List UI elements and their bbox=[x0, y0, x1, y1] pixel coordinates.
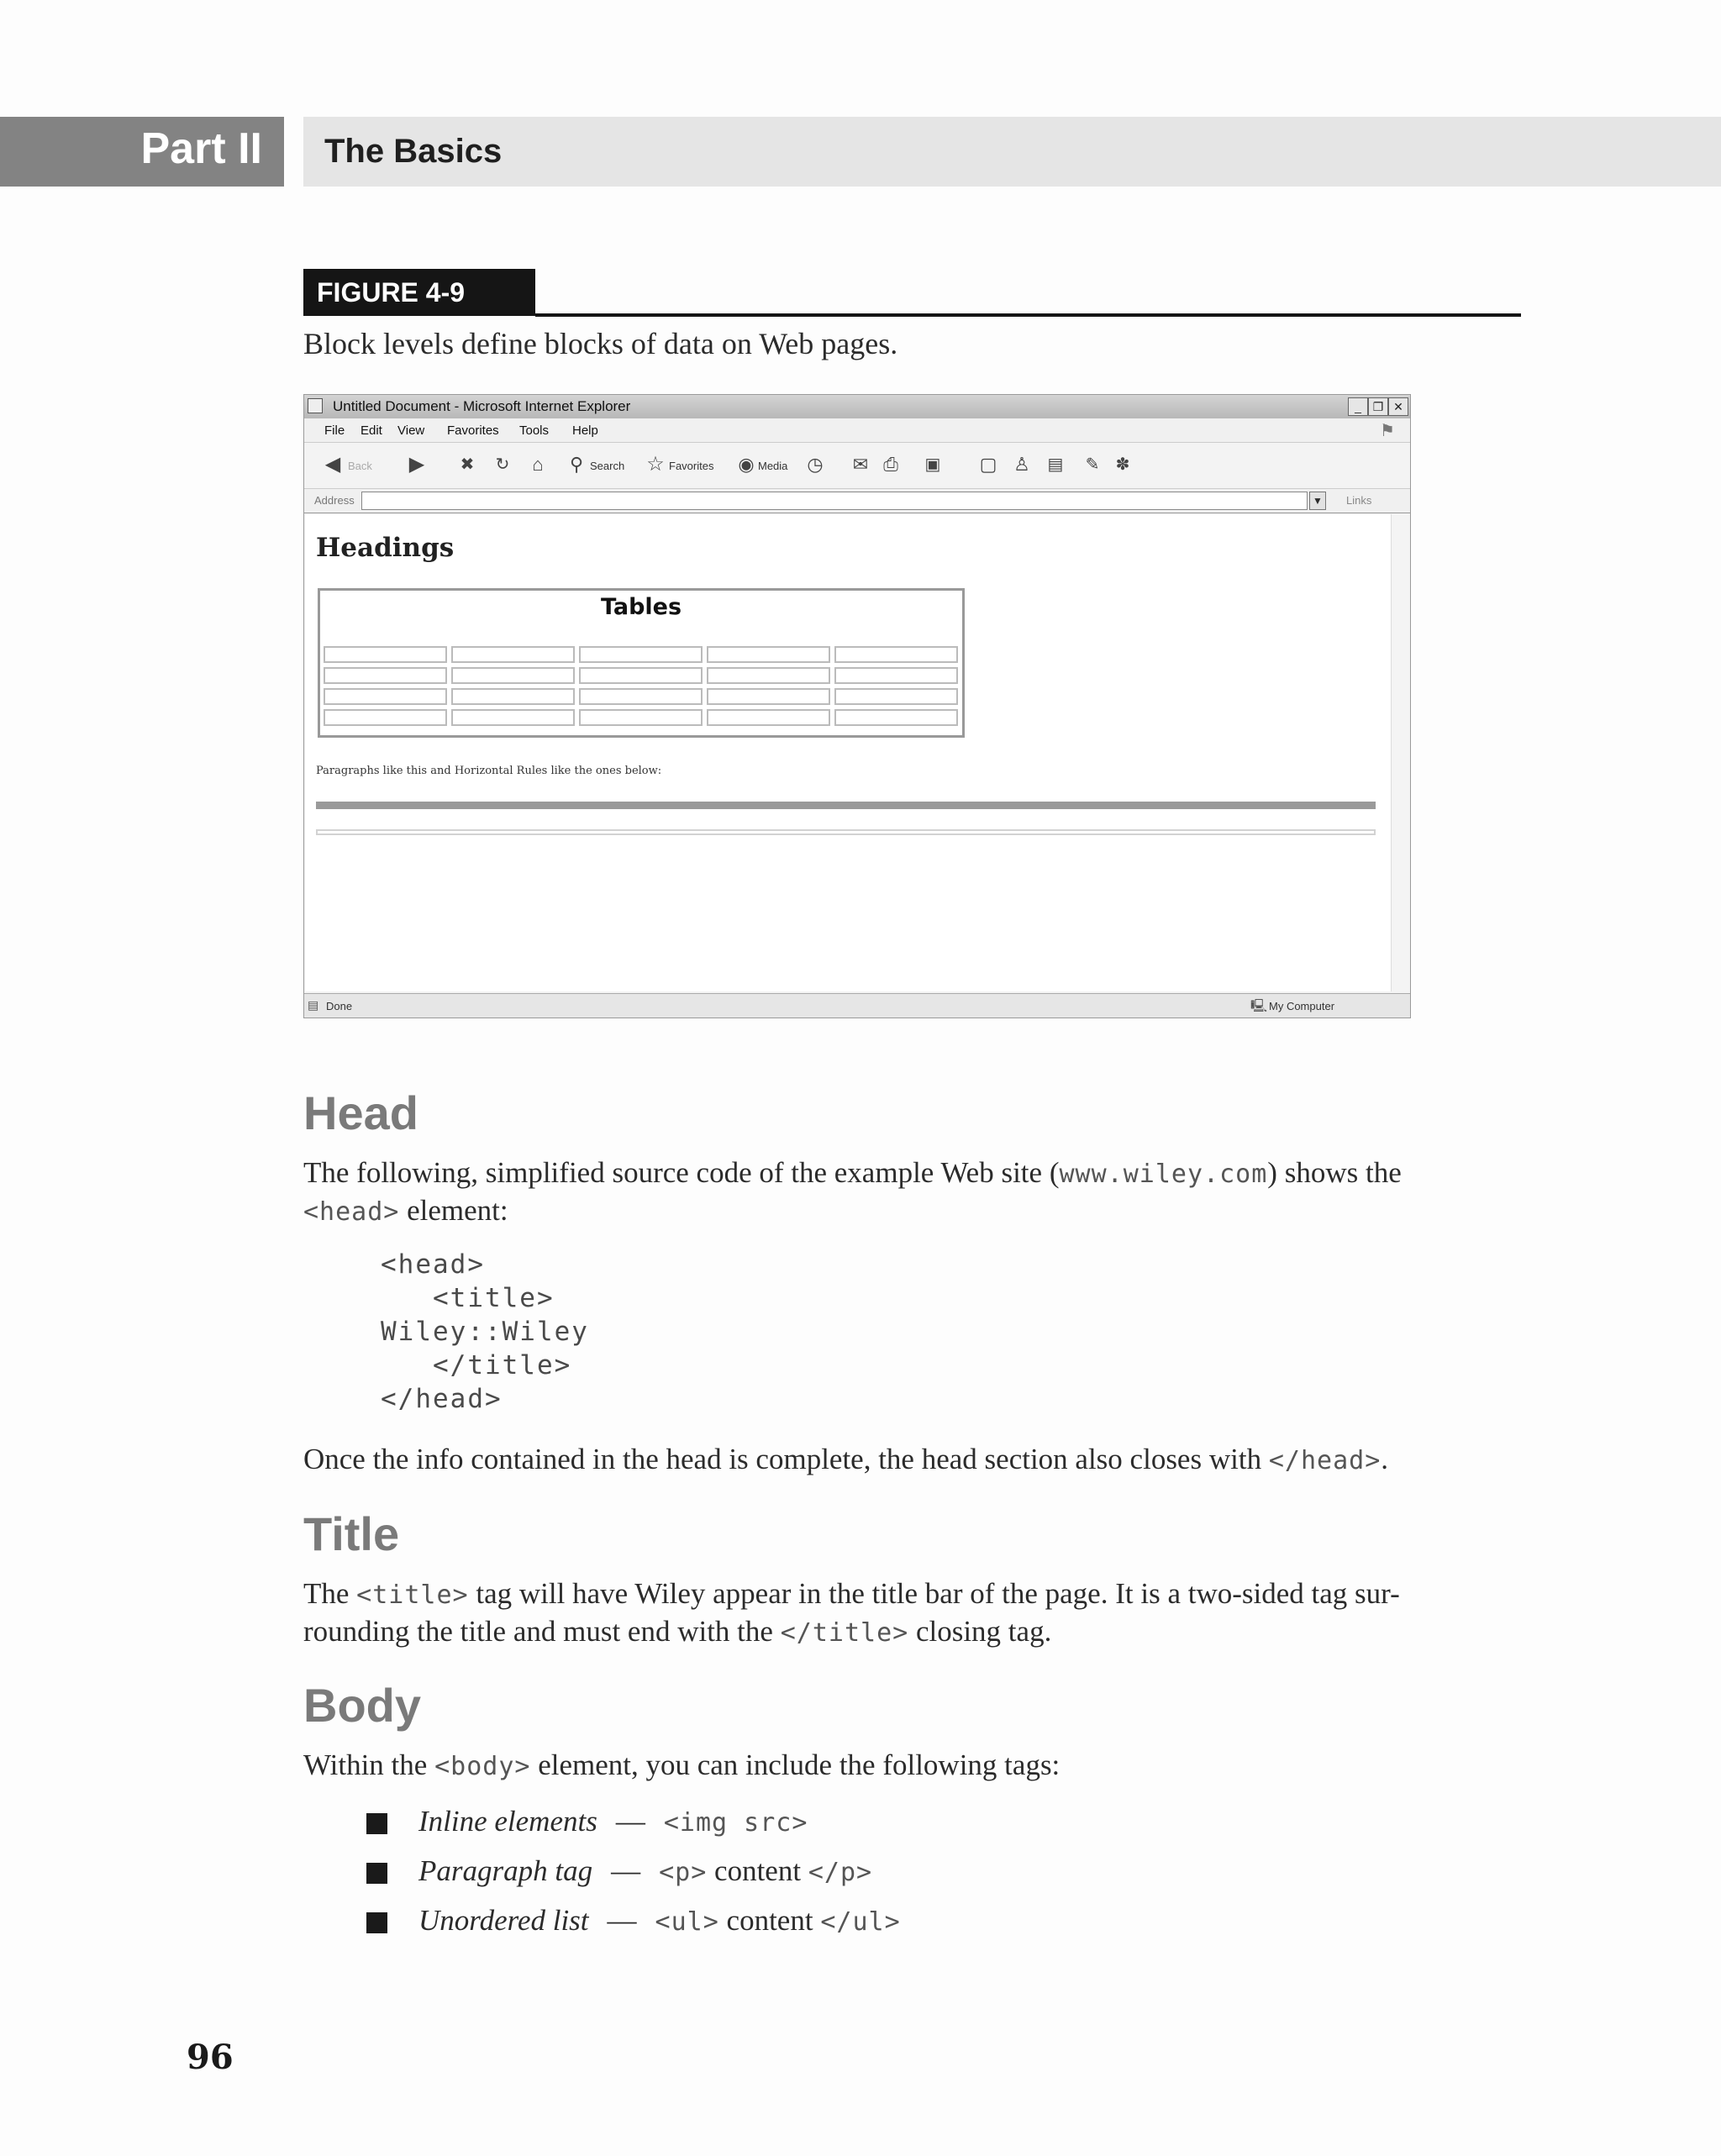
chapter-title: The Basics bbox=[324, 133, 503, 170]
menu-bar bbox=[304, 418, 1410, 443]
search-label[interactable]: Search bbox=[590, 460, 625, 472]
refresh-icon[interactable]: ↻ bbox=[495, 455, 510, 474]
inline-code: </p> bbox=[808, 1858, 873, 1887]
table-cell bbox=[324, 646, 447, 663]
messenger-icon[interactable]: ♙ bbox=[1013, 454, 1030, 475]
menu-file[interactable]: File bbox=[324, 423, 345, 438]
head-intro-text: element: bbox=[399, 1194, 508, 1227]
menu-edit[interactable]: Edit bbox=[361, 423, 382, 438]
maximize-icon[interactable]: ❐ bbox=[1368, 397, 1388, 416]
media-icon[interactable]: ◉ bbox=[738, 454, 755, 475]
table-cell bbox=[451, 646, 575, 663]
table-cell bbox=[451, 688, 575, 705]
browser-window bbox=[303, 394, 1411, 1018]
demo-table bbox=[318, 588, 965, 738]
menu-favorites[interactable]: Favorites bbox=[447, 423, 499, 438]
bullet-dash: — bbox=[615, 1805, 645, 1838]
part-tab bbox=[0, 117, 284, 187]
table-cell bbox=[834, 688, 958, 705]
menu-help[interactable]: Help bbox=[572, 423, 598, 438]
bullet-marker bbox=[366, 1863, 387, 1884]
code-line: <head> bbox=[381, 1249, 485, 1280]
bullet-marker bbox=[366, 1813, 387, 1834]
table-cell bbox=[579, 688, 703, 705]
vertical-scrollbar[interactable] bbox=[1391, 514, 1409, 991]
title-text: closing tag. bbox=[908, 1615, 1052, 1648]
computer-icon: 🖳 bbox=[1250, 999, 1268, 1013]
section-heading-title: Title bbox=[303, 1507, 400, 1560]
inline-code: <p> bbox=[659, 1858, 708, 1887]
bullet-mid: content bbox=[718, 1904, 821, 1937]
address-bar bbox=[304, 489, 1410, 513]
horizontal-rule bbox=[316, 802, 1376, 809]
table-cell bbox=[707, 646, 830, 663]
table-cell bbox=[324, 667, 447, 684]
discuss-icon[interactable]: ▢ bbox=[979, 454, 997, 475]
figure-label: FIGURE 4-9 bbox=[303, 269, 535, 316]
code-line: </head> bbox=[381, 1384, 503, 1414]
page-status-icon: ▤ bbox=[308, 998, 319, 1012]
address-label: Address bbox=[314, 494, 355, 507]
code-line: <title> bbox=[381, 1283, 555, 1313]
page-viewport bbox=[305, 514, 1391, 991]
body-intro-text: element, you can include the following tags: bbox=[530, 1748, 1060, 1781]
mail-icon[interactable]: ✉ bbox=[852, 454, 869, 475]
title-bar bbox=[304, 395, 1410, 418]
title-text: tag will have Wiley appear in the title bar of the page. It is a two-sided tag sur- bbox=[468, 1577, 1400, 1610]
table-cell bbox=[707, 688, 830, 705]
head-intro bbox=[303, 1154, 1522, 1230]
inline-code: <title> bbox=[356, 1580, 469, 1610]
table-cell bbox=[707, 667, 830, 684]
inline-code: <img src> bbox=[663, 1808, 808, 1838]
table-cell bbox=[579, 667, 703, 684]
menu-view[interactable]: View bbox=[397, 423, 425, 438]
title-text: The bbox=[303, 1577, 357, 1610]
table-caption: Tables bbox=[600, 594, 682, 620]
part-label: Part II bbox=[140, 124, 262, 173]
code-line: </title> bbox=[381, 1350, 572, 1380]
status-text: Done bbox=[326, 1000, 353, 1012]
table-cell bbox=[451, 709, 575, 726]
research-icon[interactable]: ▤ bbox=[1047, 455, 1064, 474]
head-intro-text: The following, simplified source code of the example Web site ( bbox=[303, 1156, 1060, 1189]
links-label[interactable]: Links bbox=[1346, 494, 1372, 507]
bullet-mid: content bbox=[707, 1854, 808, 1887]
chevron-down-icon[interactable]: ▼ bbox=[1309, 492, 1326, 510]
table-cell bbox=[707, 709, 830, 726]
table-cell bbox=[451, 667, 575, 684]
title-text: rounding the title and must end with the bbox=[303, 1615, 781, 1648]
bullet-marker bbox=[366, 1912, 387, 1933]
figure-rule bbox=[535, 313, 1521, 317]
search-icon[interactable]: ⚲ bbox=[569, 454, 584, 475]
head-outro-text: . bbox=[1381, 1443, 1389, 1475]
table-cell bbox=[579, 709, 703, 726]
table-cell bbox=[834, 709, 958, 726]
address-input[interactable] bbox=[361, 492, 1308, 510]
bullet-term: Paragraph tag bbox=[418, 1854, 593, 1887]
table-cell bbox=[324, 709, 447, 726]
windows-flag-icon: ⚑ bbox=[1380, 422, 1395, 440]
history-icon[interactable]: ◷ bbox=[807, 454, 824, 475]
section-heading-head: Head bbox=[303, 1086, 418, 1139]
page-paragraph: Paragraphs like this and Horizontal Rules like the ones below: bbox=[316, 765, 662, 777]
inline-code: <body> bbox=[434, 1752, 531, 1781]
title-paragraph bbox=[303, 1575, 1522, 1651]
tool-icon[interactable]: ✎ bbox=[1085, 455, 1100, 474]
bullet-item bbox=[418, 1904, 901, 1938]
back-label[interactable]: Back bbox=[348, 460, 372, 472]
bullet-dash: — bbox=[607, 1904, 637, 1937]
site-url: www.wiley.com bbox=[1059, 1160, 1268, 1189]
back-arrow-icon[interactable]: ◀ bbox=[324, 453, 341, 476]
edit-word-icon[interactable]: ▣ bbox=[924, 455, 941, 474]
inline-code: <ul> bbox=[655, 1907, 719, 1937]
section-heading-body: Body bbox=[303, 1679, 421, 1732]
head-intro-text: ) shows the bbox=[1267, 1156, 1402, 1189]
menu-tools[interactable]: Tools bbox=[519, 423, 550, 438]
table-cell bbox=[324, 688, 447, 705]
ie-page-icon bbox=[308, 398, 323, 413]
window-title: Untitled Document - Microsoft Internet Explorer bbox=[333, 398, 631, 414]
favorites-label[interactable]: Favorites bbox=[669, 460, 714, 472]
zone-text: My Computer bbox=[1269, 1000, 1335, 1012]
code-line: Wiley::Wiley bbox=[381, 1317, 589, 1347]
inline-code: </title> bbox=[780, 1618, 909, 1648]
home-icon[interactable]: ⌂ bbox=[532, 454, 544, 475]
figure-caption: Block levels define blocks of data on Web pages. bbox=[303, 327, 898, 360]
inline-code: </head> bbox=[1268, 1446, 1382, 1475]
toolbar bbox=[304, 443, 1410, 489]
status-bar bbox=[304, 993, 1410, 1018]
inline-code: <head> bbox=[303, 1197, 400, 1227]
body-intro bbox=[303, 1747, 1522, 1785]
forward-arrow-icon[interactable]: ▶ bbox=[408, 453, 425, 476]
bullet-item bbox=[418, 1854, 872, 1888]
tool-icon[interactable]: ✽ bbox=[1115, 455, 1130, 474]
page-heading: Headings bbox=[316, 533, 455, 563]
chapter-banner bbox=[303, 117, 1721, 187]
table-cell bbox=[834, 646, 958, 663]
inline-code: </ul> bbox=[820, 1907, 901, 1937]
close-icon[interactable]: ✕ bbox=[1388, 397, 1408, 416]
bullet-term: Inline elements bbox=[418, 1805, 597, 1838]
bullet-item bbox=[418, 1805, 808, 1838]
head-outro bbox=[303, 1441, 1522, 1479]
body-intro-text: Within the bbox=[303, 1748, 435, 1781]
bullet-term: Unordered list bbox=[418, 1904, 589, 1937]
table-cell bbox=[579, 646, 703, 663]
bullet-dash: — bbox=[611, 1854, 641, 1887]
media-label[interactable]: Media bbox=[758, 460, 788, 472]
horizontal-rule bbox=[316, 829, 1376, 835]
minimize-icon[interactable]: _ bbox=[1348, 397, 1368, 416]
favorites-star-icon[interactable]: ☆ bbox=[646, 453, 665, 476]
print-icon[interactable]: ⎙ bbox=[883, 454, 898, 475]
table-cell bbox=[834, 667, 958, 684]
head-outro-text: Once the info contained in the head is complete, the head section also closes with bbox=[303, 1443, 1269, 1475]
page-number: 96 bbox=[187, 2038, 234, 2077]
stop-icon[interactable]: ✖ bbox=[460, 455, 475, 474]
